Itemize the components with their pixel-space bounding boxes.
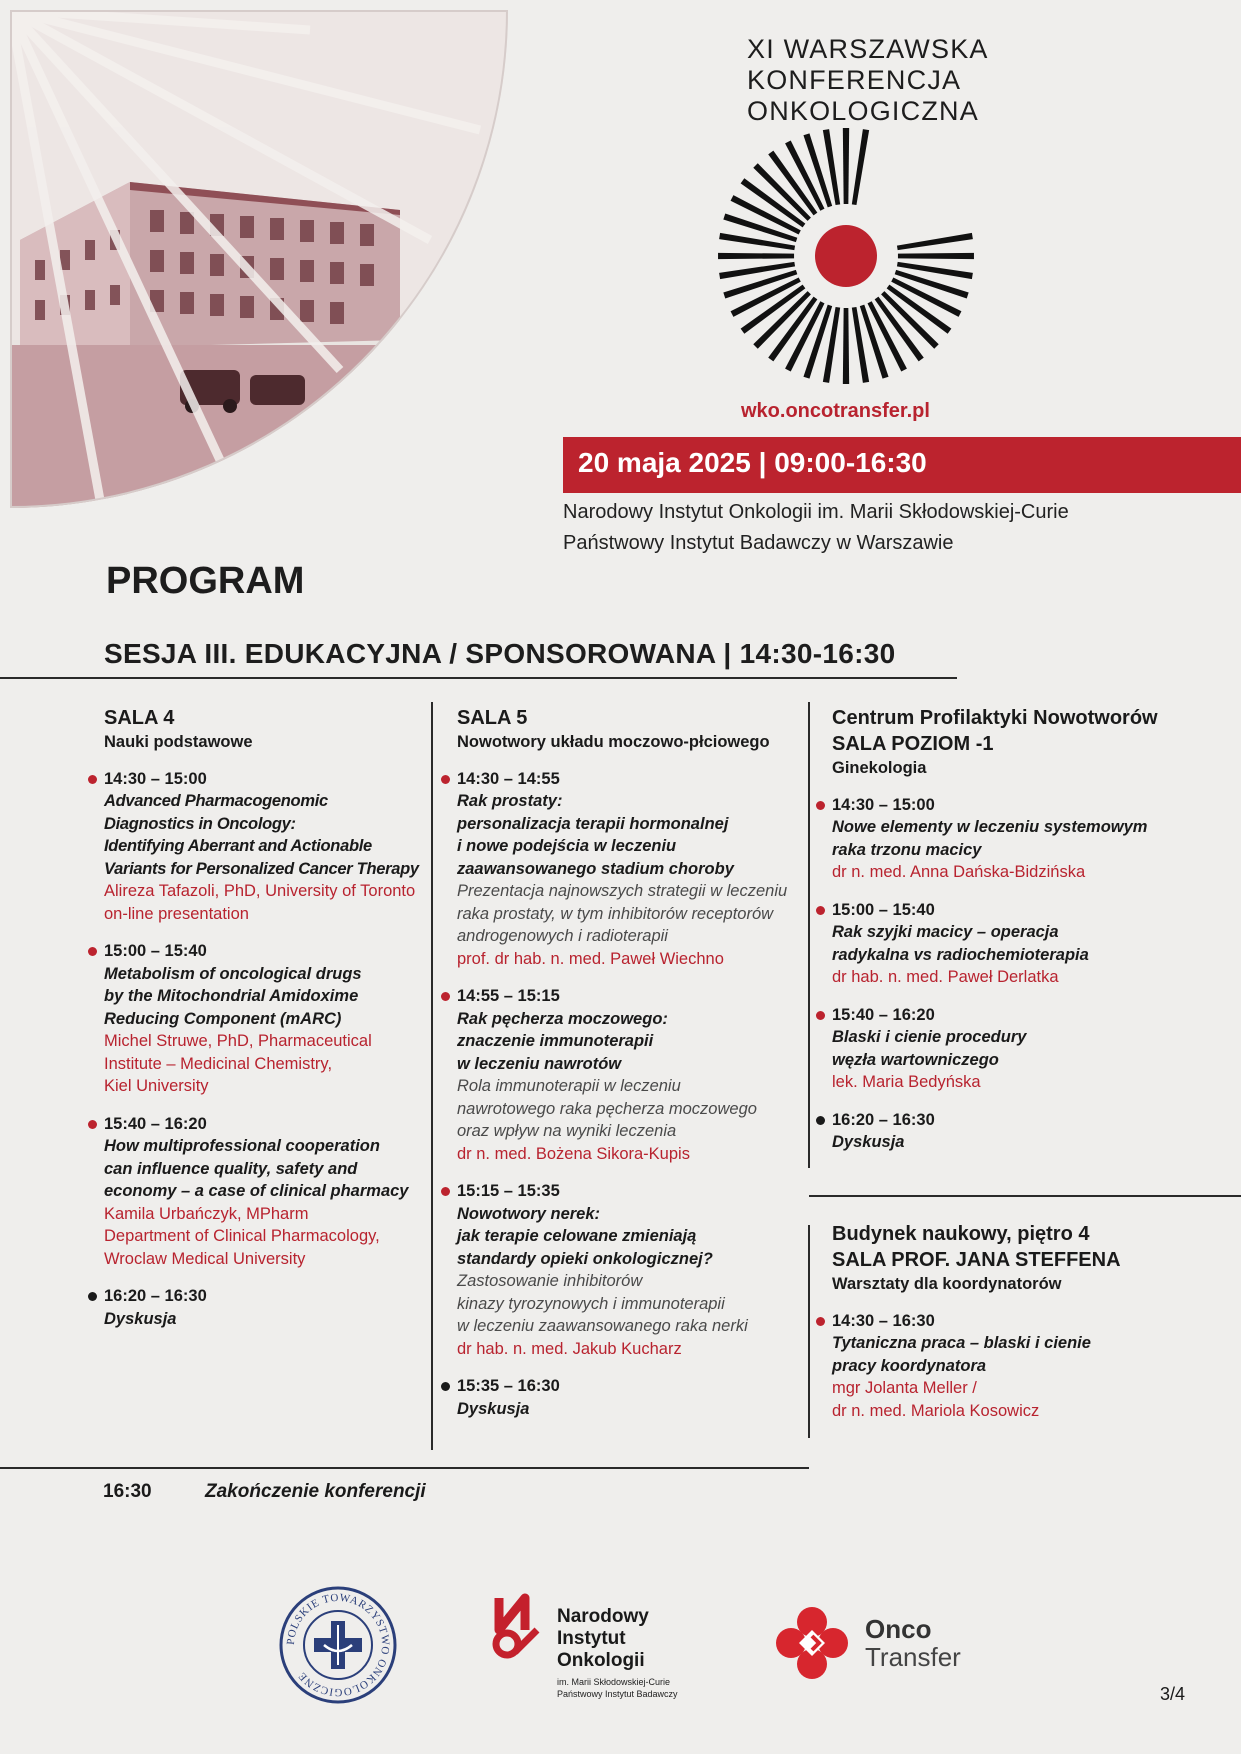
room-name: SALA 4 <box>104 707 175 729</box>
item-time: 15:35 – 16:30 <box>457 1377 560 1395</box>
pto-seal-logo <box>278 1585 398 1705</box>
transfer-word: Transfer <box>865 1642 961 1672</box>
room-topic: Nauki podstawowe <box>104 733 253 751</box>
item-speaker: dr n. med. Anna Dańska-Bidzińska <box>832 863 1086 881</box>
room-name: SALA 5 <box>457 707 528 729</box>
room-topic: Ginekologia <box>832 759 927 777</box>
program-item <box>832 1310 1232 1423</box>
item-title: How multiprofessional cooperation can influence quality, safety and economy – a case of clinical pharmacy <box>104 1137 409 1200</box>
oncotransfer-logo-icon <box>775 1606 849 1680</box>
venue-institute <box>563 497 1069 559</box>
logo-red-disc <box>815 225 877 287</box>
conference-logo-icon <box>712 128 987 390</box>
item-speaker: dr hab. n. med. Jakub Kucharz <box>457 1339 682 1358</box>
program-item <box>457 1180 802 1360</box>
column-divider-3 <box>808 1225 810 1438</box>
room-name: Budynek naukowy, piętro 4 SALA PROF. JANA STEFFENA <box>832 1223 1121 1271</box>
logo-ray <box>897 233 973 250</box>
bullet-red-icon <box>816 906 825 915</box>
nio-subtitle: im. Marii Skłodowskiej-Curie Państwowy Instytut Badawczy <box>557 1677 678 1699</box>
website-link[interactable]: wko.oncotransfer.pl <box>741 400 930 422</box>
item-title: Rak pęcherza moczowego: znaczenie immunoterapii w leczeniu nawrotów <box>457 1009 668 1073</box>
item-time: 15:40 – 16:20 <box>832 1005 935 1024</box>
item-title: Dyskusja <box>832 1133 905 1151</box>
room-column-sala-steffena <box>832 1221 1232 1437</box>
program-item <box>104 1285 429 1330</box>
room-column-sala-poziom-1 <box>832 705 1232 1169</box>
item-title: Nowotwory nerek: jak terapie celowane zmieniają standardy opieki onkologicznej? <box>457 1204 713 1268</box>
item-title: Rak szyjki macicy – operacja radykalna vs radiochemioterapia <box>832 923 1089 964</box>
pto-ring-text: POLSKIE TOWARZYSTWO ONKOLOGICZNE <box>284 1591 392 1699</box>
bullet-black-icon <box>88 1292 97 1301</box>
room-separator <box>809 1195 1241 1197</box>
item-description: Rola immunoterapii w leczeniu nawrotowego raka pęcherza moczowego oraz wpływ na wyniki leczenia <box>457 1077 757 1140</box>
bullet-red-icon <box>441 992 450 1001</box>
item-title: Advanced Pharmacogenomic Diagnostics in Oncology: Identifying Aberrant and Actionable Variants for Personalized Cancer Therapy <box>104 792 419 878</box>
item-description: Prezentacja najnowszych strategii w leczeniu raka prostaty, w tym inhibitorów receptorów androgenowych i radioterapii <box>457 882 788 945</box>
bullet-red-icon <box>88 1120 97 1129</box>
column-divider-2 <box>808 702 810 1168</box>
program-bottom-rule <box>0 1467 809 1469</box>
item-time: 15:15 – 15:35 <box>457 1182 560 1200</box>
item-speaker: prof. dr hab. n. med. Paweł Wiechno <box>457 949 724 968</box>
logo-ray <box>843 128 849 204</box>
bullet-red-icon <box>88 775 97 784</box>
program-heading: PROGRAM <box>106 560 305 602</box>
logo-ray <box>718 253 794 259</box>
item-speaker: lek. Maria Bedyńska <box>832 1073 981 1091</box>
item-time: 14:30 – 15:00 <box>104 769 207 788</box>
institute-building-photo <box>10 10 508 508</box>
session-underline <box>0 677 957 679</box>
date-time-banner: 20 maja 2025 | 09:00-16:30 <box>563 437 1241 493</box>
room-topic: Nowotwory układu moczowo-płciowego <box>457 733 770 751</box>
institute-line-1: Narodowy Instytut Onkologii im. Marii Skłodowskiej-Curie <box>563 501 1069 523</box>
room-topic: Warsztaty dla koordynatorów <box>832 1275 1062 1293</box>
institute-line-2: Państwowy Instytut Badawczy w Warszawie <box>563 532 954 554</box>
program-item <box>457 1375 802 1420</box>
item-title: Blaski i cienie procedury węzła wartowniczego <box>832 1028 1027 1069</box>
item-title: Metabolism of oncological drugs by the Mitochondrial Amidoxime Reducing Component (mARC) <box>104 964 362 1028</box>
bullet-black-icon <box>816 1116 825 1125</box>
program-item <box>104 1113 429 1271</box>
bullet-red-icon <box>816 801 825 810</box>
bullet-red-icon <box>816 1317 825 1326</box>
room-column-sala-5 <box>457 705 802 1435</box>
item-speaker: dr n. med. Bożena Sikora-Kupis <box>457 1144 690 1163</box>
item-time: 15:40 – 16:20 <box>104 1114 207 1133</box>
program-item <box>104 768 429 926</box>
closing-time: 16:30 <box>103 1481 152 1502</box>
logo-ray <box>852 129 869 205</box>
item-speaker: Kamila Urbańczyk, MPharm Department of Clinical Pharmacology, Wroclaw Medical University <box>104 1204 380 1268</box>
page-number: 3/4 <box>1160 1684 1186 1704</box>
logo-ray <box>898 253 974 259</box>
bullet-red-icon <box>441 775 450 784</box>
program-item <box>832 899 1232 989</box>
item-time: 16:20 – 16:30 <box>104 1287 207 1305</box>
item-speaker: mgr Jolanta Meller / dr n. med. Mariola Kosowicz <box>832 1379 1040 1420</box>
item-speaker: Alireza Tafazoli, PhD, University of Toronto on-line presentation <box>104 882 416 923</box>
item-time: 14:30 – 16:30 <box>832 1311 935 1330</box>
column-divider-1 <box>431 702 433 1450</box>
closing-label: Zakończenie konferencji <box>205 1481 426 1502</box>
nio-logo-icon <box>485 1590 555 1662</box>
item-description: Zastosowanie inhibitorów kinazy tyrozynowych i immunoterapii w leczeniu zaawansowanego raka nerki <box>457 1272 748 1335</box>
item-title: Tytaniczna praca – blaski i cienie pracy koordynatora <box>832 1334 1091 1375</box>
item-time: 14:30 – 15:00 <box>832 795 935 814</box>
logo-ray <box>843 308 849 384</box>
item-time: 15:00 – 15:40 <box>104 942 207 960</box>
item-title: Dyskusja <box>104 1309 177 1328</box>
room-column-sala-4 <box>104 705 429 1345</box>
program-item <box>457 985 802 1165</box>
conference-title: XI WARSZAWSKA KONFERENCJA ONKOLOGICZNA <box>747 34 989 126</box>
item-time: 14:55 – 15:15 <box>457 987 560 1005</box>
bullet-red-icon <box>441 1187 450 1196</box>
program-item <box>457 768 802 971</box>
room-name: Centrum Profilaktyki Nowotworów SALA POZIOM -1 <box>832 707 1158 755</box>
program-item <box>832 1004 1232 1094</box>
item-time: 15:00 – 15:40 <box>832 900 935 919</box>
item-speaker: Michel Struwe, PhD, Pharmaceutical Institute – Medicinal Chemistry, Kiel University <box>104 1032 372 1095</box>
bullet-red-icon <box>816 1011 825 1020</box>
nio-name: Narodowy Instytut Onkologii <box>557 1606 649 1671</box>
onco-wordmark <box>865 1615 961 1671</box>
item-title: Dyskusja <box>457 1399 530 1418</box>
onco-word: Onco <box>865 1614 932 1644</box>
item-time: 16:20 – 16:30 <box>832 1110 935 1129</box>
program-item <box>104 940 429 1098</box>
program-item <box>832 794 1232 884</box>
item-title: Rak prostaty: personalizacja terapii hormonalnej i nowe podejścia w leczeniu zaawansowanego stadium choroby <box>457 792 734 878</box>
bullet-red-icon <box>88 947 97 956</box>
item-time: 14:30 – 14:55 <box>457 769 560 788</box>
session-heading: SESJA III. EDUKACYJNA / SPONSOROWANA | 14:30-16:30 <box>104 638 896 669</box>
bullet-black-icon <box>441 1382 450 1391</box>
item-title: Nowe elementy w leczeniu systemowym raka trzonu macicy <box>832 818 1148 859</box>
item-speaker: dr hab. n. med. Paweł Derlatka <box>832 968 1059 986</box>
program-item <box>832 1109 1232 1154</box>
